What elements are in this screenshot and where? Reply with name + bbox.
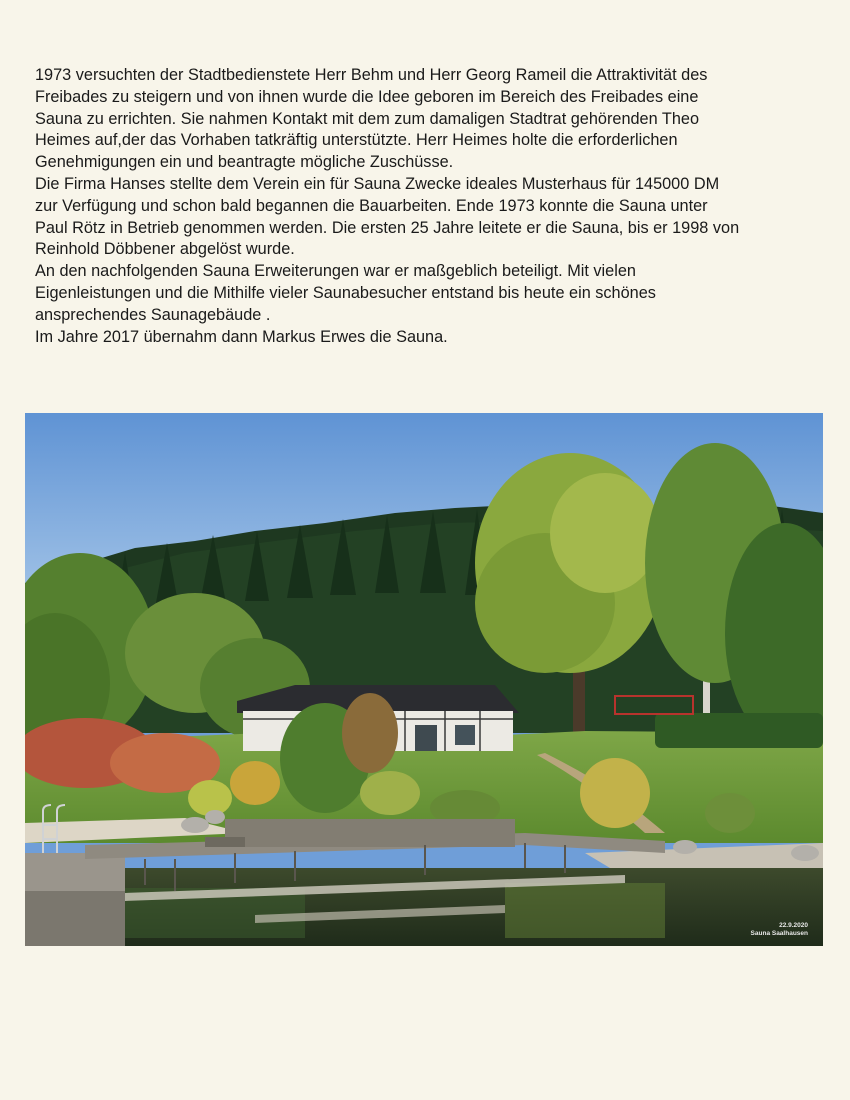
- text-line: Die Firma Hanses stellte dem Verein ein für Sauna Zwecke ideales Musterhaus für 145000 DM: [35, 174, 720, 193]
- text-line: Heimes auf,der das Vorhaben tatkräftig unterstützte. Herr Heimes holte die erforderlichen: [35, 131, 678, 150]
- text-line: Genehmigungen ein und beantragte mögliche Zuschüsse.: [35, 153, 454, 172]
- hedge: [655, 713, 823, 748]
- text-line: An den nachfolgenden Sauna Erweiterungen war er maßgeblich beteiligt. Mit vielen: [35, 262, 636, 281]
- photo-illustration: [25, 413, 823, 946]
- photo-credit: Sauna Saalhausen: [750, 930, 808, 937]
- history-text: [35, 65, 835, 348]
- text-line: Eigenleistungen und die Mithilfe vieler Saunabesucher entstand bis heute ein schönes: [35, 283, 656, 302]
- text-line: ansprechendes Saunagebäude .: [35, 305, 271, 324]
- text-line: 1973 versuchten der Stadtbedienstete Herr Behm und Herr Georg Rameil die Attraktivität des: [35, 66, 708, 84]
- photo-date: 22.9.2020: [779, 922, 808, 929]
- text-line: Im Jahre 2017 übernahm dann Markus Erwes die Sauna.: [35, 327, 448, 346]
- text-line: Freibades zu steigern und von ihnen wurde die Idee geboren im Bereich des Freibades eine: [35, 87, 699, 106]
- text-line: Reinhold Döbbener abgelöst wurde.: [35, 240, 295, 259]
- text-line: zur Verfügung und schon bald begannen die Bauarbeiten. Ende 1973 konnte die Sauna unter: [35, 196, 708, 215]
- water-reflection: [505, 883, 665, 938]
- text-line: Paul Rötz in Betrieb genommen werden. Die ersten 25 Jahre leitete er die Sauna, bis er 1998 von: [35, 218, 740, 237]
- sauna-landscape-photo: [25, 413, 823, 946]
- photo-caption: [751, 922, 808, 938]
- text-line: Sauna zu errichten. Sie nahmen Kontakt mit dem zum damaligen Stadtrat gehörenden Theo: [35, 109, 700, 128]
